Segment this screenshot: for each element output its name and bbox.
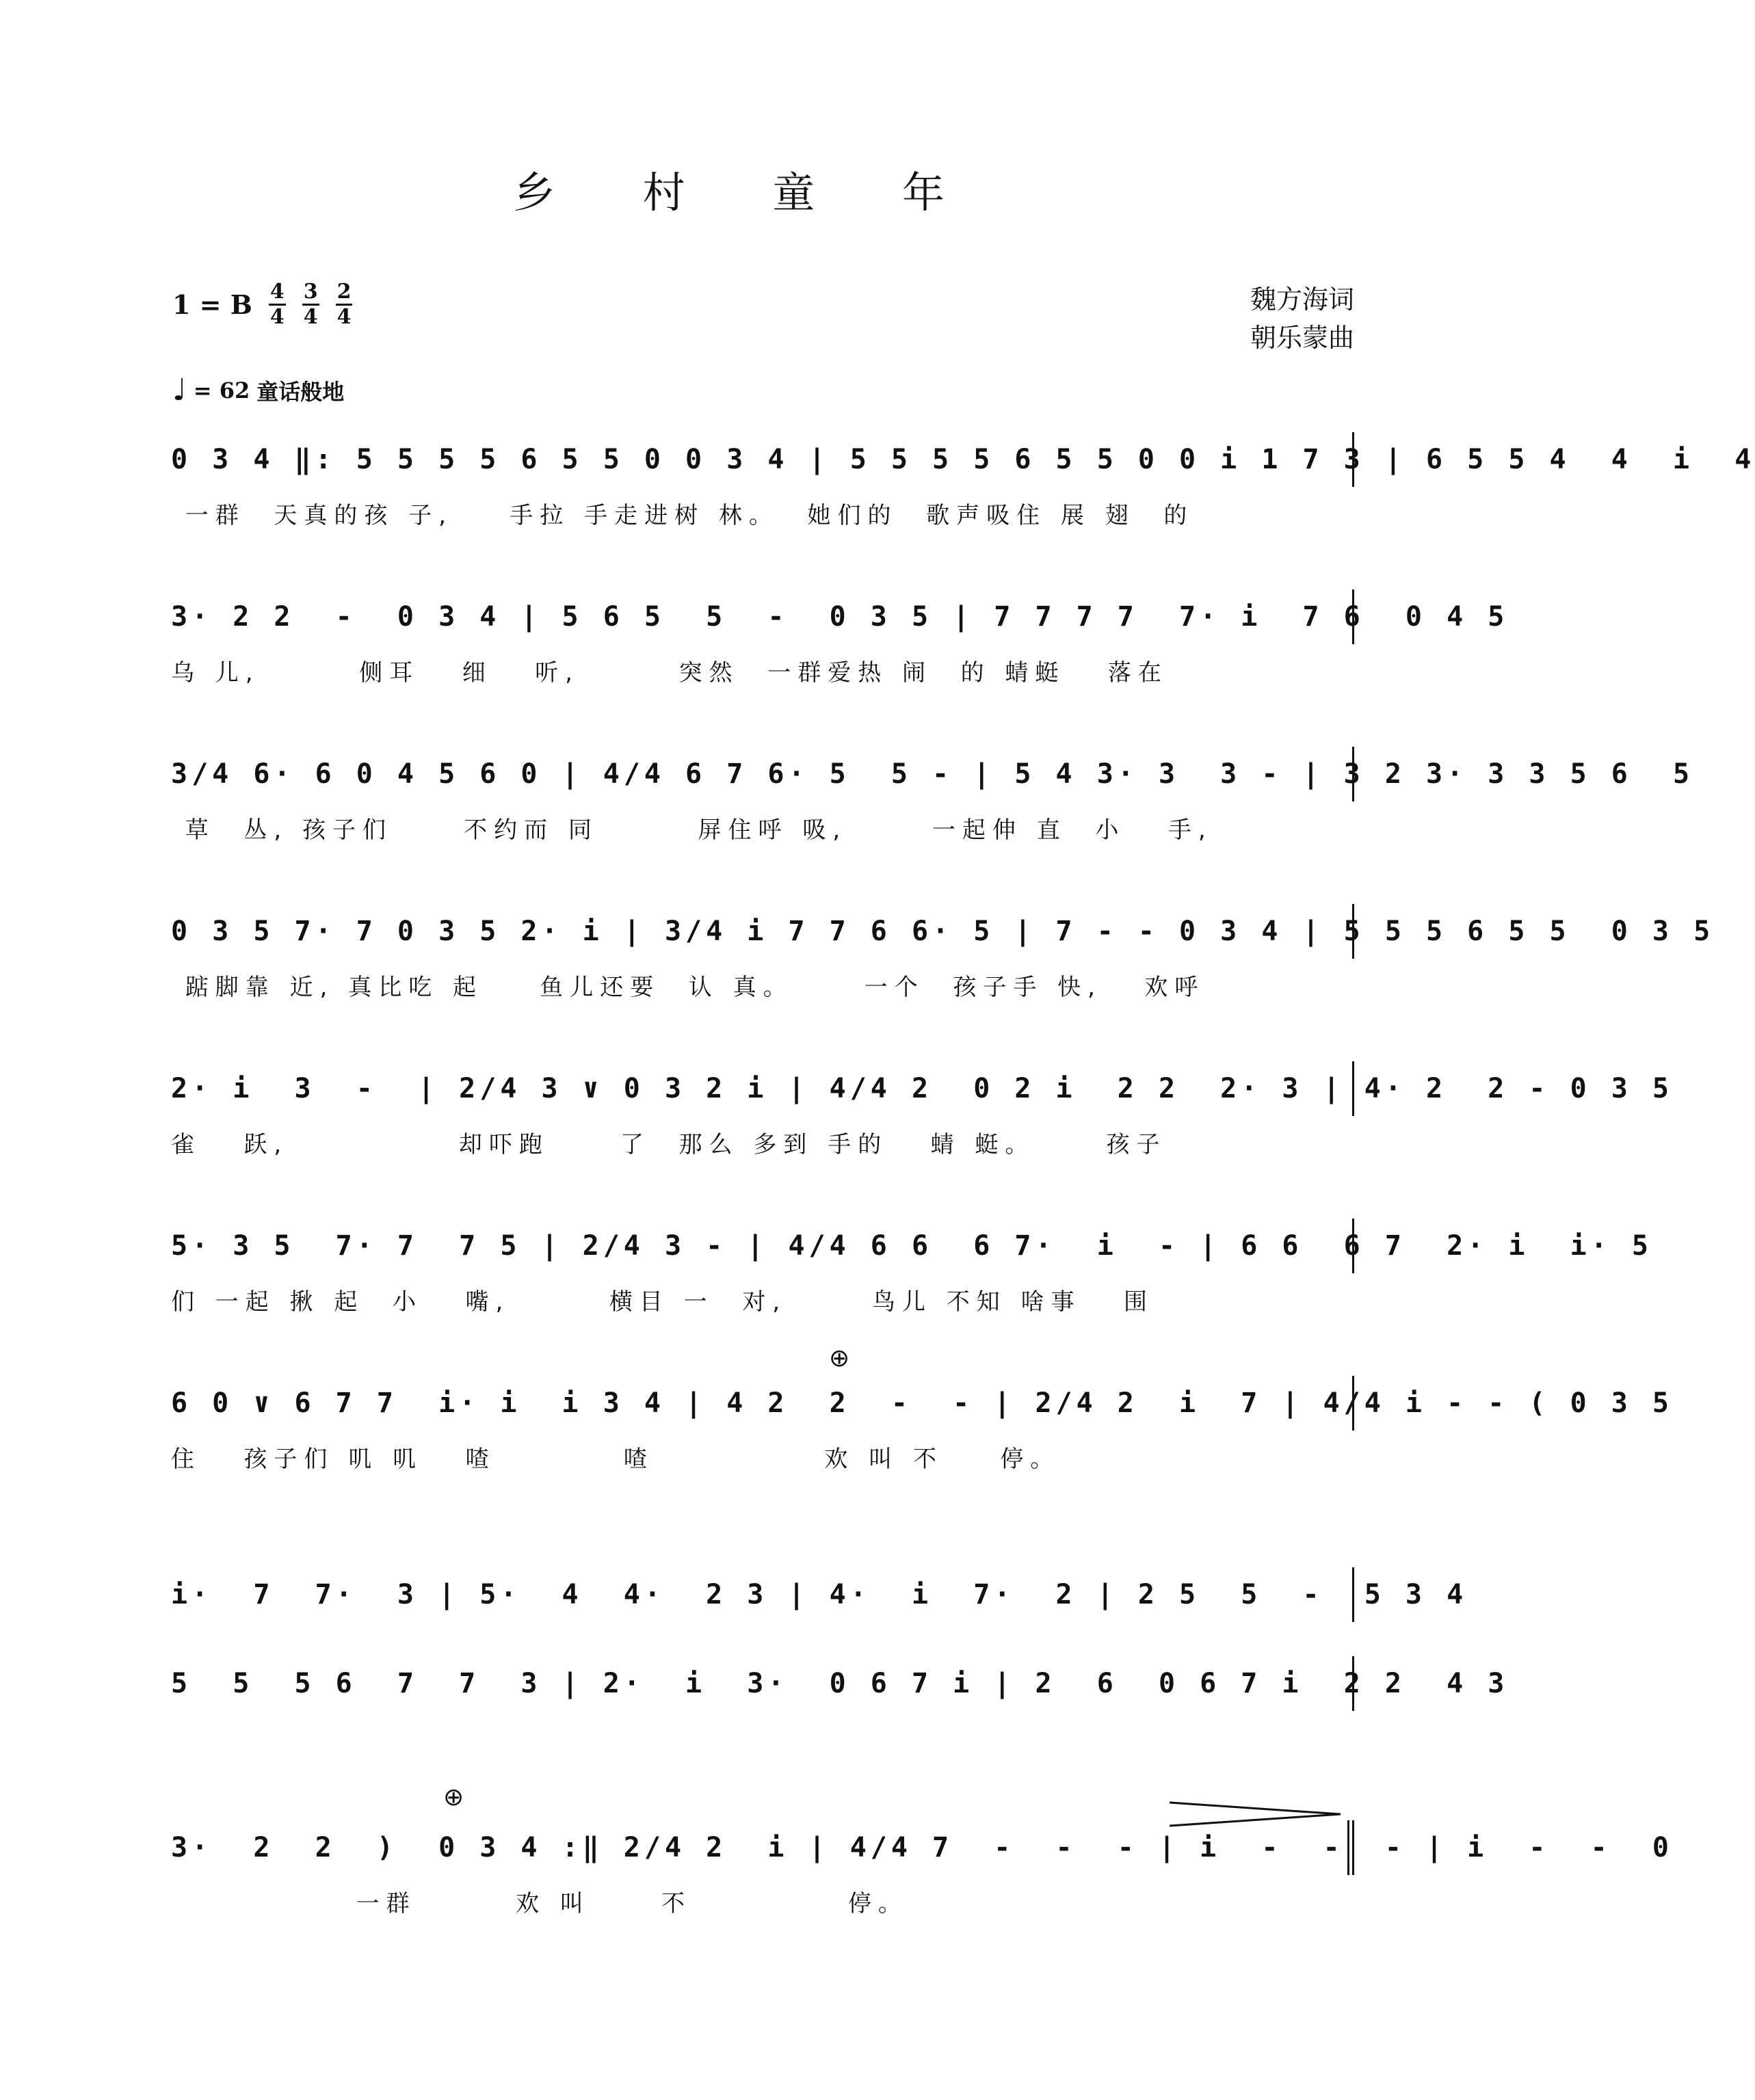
- coda-sign-icon: ⊕: [443, 1783, 464, 1811]
- notation-line: 2· i 3 - | 2/4 3 ∨ 0 3 2 i | 4/4 2 0 2 i 2 2 2· 3 | 4· 2 2 - 0 3 5: [171, 1061, 1354, 1116]
- key-signature-block: [172, 280, 352, 329]
- notation-line: 0 3 4 ‖: 5 5 5 5 6 5 5 0 0 3 4 | 5 5 5 5 6 5 5 0 0 i 1 7 3 | 6 5 5 4 4 i 4: [171, 432, 1354, 487]
- score-system-6: [171, 1219, 1652, 1323]
- score-system-4: [171, 904, 1715, 1008]
- score-system-8: [171, 1567, 1468, 1622]
- coda-sign-icon: ⊕: [829, 1344, 850, 1372]
- notation-line: 5· 3 5 7· 7 7 5 | 2/4 3 - | 4/4 6 6 6 7· i - | 6 6 6 7 2· i i· 5: [171, 1219, 1354, 1273]
- song-title: 乡 村 童 年: [512, 168, 982, 217]
- notation-line: 3· 2 2 - 0 3 4 | 5 6 5 5 - 0 3 5 | 7 7 7 7 7· i 7 6 0 4 5: [171, 589, 1354, 644]
- notation-line: 5 5 5 6 7 7 3 | 2· i 3· 0 6 7 i | 2 6 0 6 7 i 2 2 4 3: [171, 1656, 1354, 1711]
- score-system-2: [171, 589, 1509, 693]
- time-signature-3: $\frac{2}{4}$: [337, 280, 352, 329]
- notation-line: 3/4 6· 6 0 4 5 6 0 | 4/4 6 7 6· 5 5 - | 5 4 3· 3 3 - | 3 2 3· 3 3 5 6 5: [171, 747, 1354, 801]
- score-system-10: [171, 1820, 1673, 1924]
- composer: 朝乐蒙曲: [1250, 323, 1354, 353]
- quarter-note-icon: ♩: [172, 373, 187, 408]
- notation-line: i· 7 7· 3 | 5· 4 4· 2 3 | 4· i 7· 2 | 2 5 5 - 5 3 4: [171, 1567, 1354, 1622]
- lyrics-line: 草 丛, 孩子们 不约而 同 屏住呼 吸, 一起伸 直 小 手,: [171, 816, 1213, 844]
- credits: [1250, 280, 1354, 357]
- key-signature: 1 = B: [172, 289, 252, 320]
- tempo-value: = 62: [193, 377, 250, 403]
- lyricist: 魏方海词: [1250, 284, 1354, 315]
- lyrics-line: 一群 天真的孩 子, 手拉 手走进树 林。 她们的 歌声吸住 展 翅 的: [171, 502, 1194, 529]
- lyrics-line: 们 一起 揪 起 小 嘴, 横目 一 对, 鸟儿 不知 啥事 围: [171, 1288, 1154, 1316]
- score-system-1: [171, 432, 1755, 536]
- tempo-expression: 童话般地: [256, 378, 345, 405]
- lyrics-line: 雀 跃, 却吓跑 了 那么 多到 手的 蜻 蜓。 孩子: [171, 1131, 1167, 1158]
- lyrics-line: 乌 儿, 侧耳 细 听, 突然 一群爱热 闹 的 蜻蜓 落在: [171, 659, 1168, 687]
- notation-line: 3· 2 2 ) 0 3 4 :‖ 2/4 2 i | 4/4 7 - - - | i - - - | i - - 0: [171, 1820, 1354, 1875]
- lyrics-line: 住 孩子们 叽 叽 喳 喳 欢 叫 不 停。: [171, 1446, 1061, 1473]
- notation-line: 0 3 5 7· 7 0 3 5 2· i | 3/4 i 7 7 6 6· 5 | 7 - - 0 3 4 | 5 5 5 6 5 5 0 3 5: [171, 904, 1354, 959]
- score-system-7: [171, 1376, 1673, 1480]
- score-system-5: [171, 1061, 1673, 1165]
- notation-line: 6 0 ∨ 6 7 7 i· i i 3 4 | 4 2 2 - - | 2/4 2 i 7 | 4/4 i - - ( 0 3 5: [171, 1376, 1354, 1431]
- time-signature-1: $\frac{4}{4}$: [269, 280, 285, 329]
- lyrics-line: 踮脚靠 近, 真比吃 起 鱼儿还要 认 真。 一个 孩子手 快, 欢呼: [171, 974, 1205, 1001]
- score-system-9: [171, 1656, 1509, 1711]
- lyrics-line: 一群 欢 叫 不 停。: [171, 1890, 908, 1917]
- tempo-marking: [172, 373, 344, 408]
- score-system-3: [171, 747, 1694, 851]
- time-signature-2: $\frac{3}{4}$: [303, 280, 318, 329]
